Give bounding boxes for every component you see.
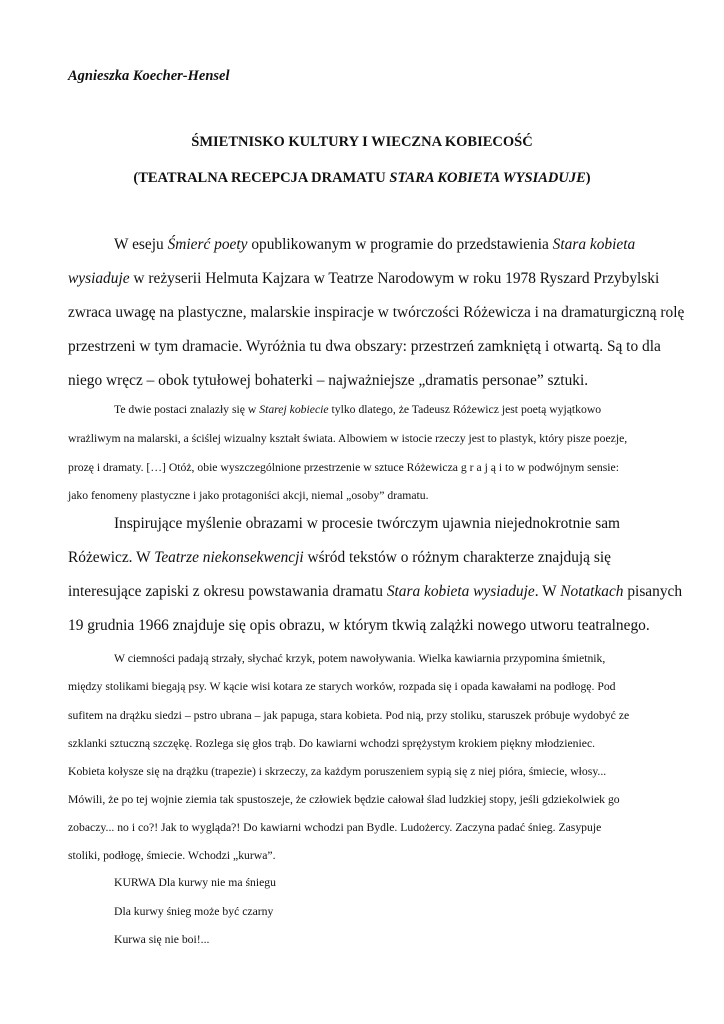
verse-line-3: Kurwa się nie boi!... <box>114 933 210 946</box>
paragraph-2-line-1: Inspirujące myślenie obrazami w procesie twórczym ujawnia niejednokrotnie sam <box>114 515 621 532</box>
paragraph-2-line-3: interesujące zapiski z okresu powstawania dramatu Stara kobieta wysiaduje. W Notatkach pisanych <box>68 583 683 600</box>
paragraph-2-line-2: Różewicz. W Teatrze niekonsekwencji wśród tekstów o różnym charakterze znajdują się <box>68 549 611 566</box>
quote-1-line-1: Te dwie postaci znalazły się w Starej kobiecie tylko dlatego, że Tadeusz Różewicz jest poetą wyjątkowo <box>114 403 602 416</box>
quote-2-line-2: między stolikami biegają psy. W kącie wisi kotara ze starych worków, rozpada się i opada kawałami na podłogę. Pod <box>68 680 616 693</box>
quote-2-line-1: W ciemności padają strzały, słychać krzyk, potem nawoływania. Wielka kawiarnia przypomina śmietnik, <box>114 652 606 665</box>
author-name: Agnieszka Koecher-Hensel <box>68 68 230 84</box>
paragraph-1-line-5: niego wręcz – obok tytułowej bohaterki – najważniejsze „dramatis personae” sztuki. <box>68 372 589 389</box>
paragraph-1-line-3: zwraca uwagę na plastyczne, malarskie inspiracje w twórczości Różewicza i na dramaturgiczną rolę <box>68 304 685 321</box>
verse-line-2: Dla kurwy śnieg może być czarny <box>114 905 274 918</box>
title-line-1: ŚMIETNISKO KULTURY I WIECZNA KOBIECOŚĆ <box>191 134 533 150</box>
title-drama-name: STARA KOBIETA WYSIADUJE <box>389 170 586 186</box>
quote-1-line-4: jako fenomeny plastyczne i jako protagoniści akcji, niemal „osoby” dramatu. <box>68 489 429 502</box>
quote-2-line-4: szklanki sztuczną szczękę. Rozlega się głos trąb. Do kawiarni wchodzi sprężystym krokiem piękny młodzieniec. <box>68 737 596 750</box>
verse-line-1: KURWA Dla kurwy nie ma śniegu <box>114 876 276 889</box>
quote-2-line-8: stoliki, podłogę, śmiecie. Wchodzi „kurwa”. <box>68 849 276 862</box>
paragraph-2-line-4: 19 grudnia 1966 znajduje się opis obrazu, w którym tkwią zalążki nowego utworu teatralnego. <box>68 617 650 634</box>
quote-1-line-3: prozę i dramaty. […] Otóż, obie wyszczególnione przestrzenie w sztuce Różewicza g r a j ą i to w podwójnym sensie: <box>68 461 619 474</box>
quote-2-line-3: sufitem na drążku siedzi – pstro ubrana – jak papuga, stara kobieta. Pod nią, przy stoliku, staruszek próbuje wydobyć ze <box>68 709 630 722</box>
title-line-2: (TEATRALNA RECEPCJA DRAMATU STARA KOBIETA WYSIADUJE) <box>133 170 591 186</box>
paragraph-1-line-1: W eseju Śmierć poety opublikowanym w programie do przedstawienia Stara kobieta <box>114 236 636 253</box>
quote-2-line-5: Kobieta kołysze się na drążku (trapezie) i skrzeczy, za każdym poruszeniem sypią się z niej pióra, śmiecie, włosy... <box>68 765 607 778</box>
paragraph-1-line-4: przestrzeni w tym dramacie. Wyróżnia tu dwa obszary: przestrzeń zamkniętą i otwartą. Są to dla <box>68 338 661 355</box>
quote-1-line-2: wrażliwym na malarski, a ściślej wizualny kształt świata. Albowiem w istocie rzeczy jest to plastyk, który pisze poezje, <box>68 432 628 445</box>
paragraph-1-line-2: wysiaduje w reżyserii Helmuta Kajzara w Teatrze Narodowym w roku 1978 Ryszard Przybylski <box>68 270 660 287</box>
quote-2-line-6: Mówili, że po tej wojnie ziemia tak spustoszeje, że człowiek będzie całował ślad ludzkiej stopy, jeśli gdziekolwiek go <box>68 793 620 806</box>
quote-2-line-7: zobaczy... no i co?! Jak to wygląda?! Do kawiarni wchodzi pan Bydle. Ludożercy. Zaczyna padać śnieg. Zasypuje <box>68 821 602 834</box>
